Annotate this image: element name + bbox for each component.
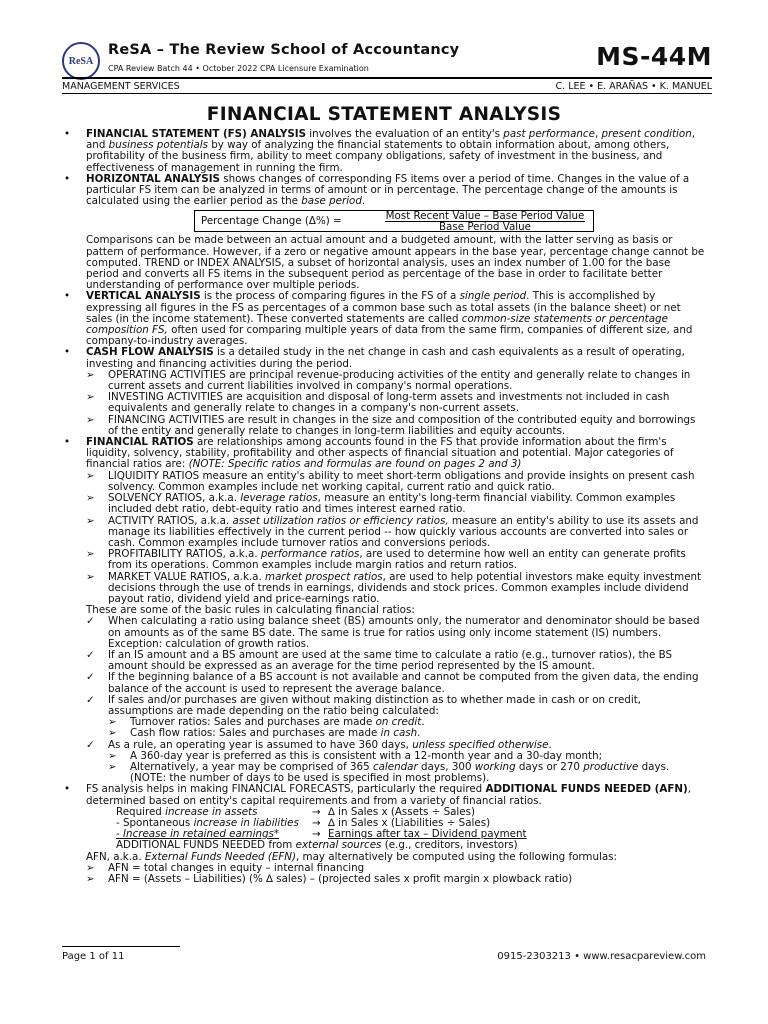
afn-row-assets-formula: ∆ in Sales x (Assets ÷ Sales) xyxy=(328,805,475,818)
financial-ratios-item: • FINANCIAL RATIOS are relationships among accounts found in the FS that provide information about the firm's liquidity, solvency, stability, profitability and other aspects of financial situation and potential. Major categories of financial ratios are: (NOTE: Specific ratios and formulas are found on pages 2 and 3) ➢ LIQUIDITY RATIOS measure an entity's ability to meet short-term obligations and provide insights on present cash solvency. Common examples include net working capital, current ratio and quick ratio. ➢ SOLVENCY RATIOS, a.k.a. leverage ratios, measure an entity's long-term financial viability. Common examples included debt ratio, debt-equity ratio and times interest earned ratio. ➢ ACTIVITY RATIOS, a.k.a. asset utilization ratios or efficiency ratios, measure an entity's ability to use its assets and manage its liabilities effectively in the current period -- how quickly various accounts are converted into sales or cash. Common examples include turnover ratios and conversions periods. ➢ PROFITABILITY RATIOS, a.k.a. performance ratios, are used to determine how well an entity can generate profits from its operations. Common examples include margin ratios and return ratios. ➢ MARKET VALUE RATIOS, a.k.a. market prospect ratios, are used to help potential investors make equity investment decisions through the use of trends in earnings, dividends and stock prices. Common examples include dividend payout ratio, dividend yield and price-earnings ratio. xyxy=(62,437,706,605)
afn-row-liabilities: - Spontaneous increase in liabilities xyxy=(116,816,299,829)
afn-formula-1: ➢ AFN = total changes in equity – internal financing xyxy=(86,861,365,874)
afn-formula-2: ➢ AFN = (Assets – Liabilities) (% ∆ sales) – (projected sales x profit margin x plowback ratio) xyxy=(86,873,573,885)
authors-label: C. LEE • E. ARAÑAS • K. MANUEL xyxy=(555,81,712,92)
cash-flow-analysis-item: • CASH FLOW ANALYSIS is a detailed study in the net change in cash and cash equivalents as a result of operating, investing and financing activities during the period. ➢ OPERATING ACTIVITIES are principal revenue-producing activities of the entity and generally relate to changes in current assets and current liabilities involved in company's normal operations. ➢ INVESTING ACTIVITIES are acquisition and disposal of long-term assets and investments not included in cash equivalents and generally relate to changes in a company's non-current assets. ➢ FINANCING ACTIVITIES are result in changes in the size and composition of the contributed equity and borrowings of the entity and generally relate to changes in long-term liabilities and equity accounts. xyxy=(62,347,706,437)
rule-1: ✓ When calculating a ratio using balance sheet (BS) amounts only, the numerator and denominator should be based on amounts as of the same BS date. The same is true for ratios using only income statement (IS) numbers. Exception: calculation of growth ratios. xyxy=(86,615,700,650)
afn-row-retained-formula: Earnings after tax – Dividend payment xyxy=(328,828,527,841)
horizontal-analysis-item: • HORIZONTAL ANALYSIS shows changes of corresponding FS items over a period of time. Changes in the value of a particular FS item can be analyzed in terms of amount or in percentage. The percentage change of the amounts is calculated using the earlier period as the base period. Percentage Change (Δ%) = Most Recent Value – Base Period Value Base Period Value Comparisons can be made between an actual amount and a budgeted amount, with the latter serving as basis or pattern of performance. However, if a zero or negative amount appears in the base year, percentage change cannot be computed. TREND or INDEX ANALYSIS, a subset of horizontal analysis, uses an index number of 1.00 for the base period and converts all FS items in the subsequent period as percentage of the base in order to facilitate better understanding of performance over multiple periods. xyxy=(64,172,705,292)
afn-row-assets: Required increase in assets xyxy=(116,805,258,818)
afn-computation xyxy=(62,807,706,841)
liquidity-ratios: ➢ LIQUIDITY RATIOS measure an entity's ability to meet short-term obligations and provide insights on present cash solvency. Common examples include net working capital, current ratio and quick ratio. xyxy=(86,469,695,493)
profitability-ratios: ➢ PROFITABILITY RATIOS, a.k.a. performance ratios, are used to determine how well an entity can generate profits from its operations. Common examples include margin ratios and return ratios. xyxy=(86,548,686,572)
afn-alternative: AFN, a.k.a. External Funds Needed (EFN), may alternatively be computed using the following formulas: xyxy=(86,850,617,863)
rule-4a: ➢ Turnover ratios: Sales and purchases are made on credit. xyxy=(108,716,425,729)
rules-intro: These are some of the basic rules in calculating financial ratios: xyxy=(86,604,415,617)
footer-divider xyxy=(62,946,180,947)
batch-info: CPA Review Batch 44 • October 2022 CPA Licensure Examination xyxy=(108,64,369,73)
fs-analysis-item: • FINANCIAL STATEMENT (FS) ANALYSIS involves the evaluation of an entity's past performance, present condition, and business potentials by way of analyzing the financial statements to obtain information about, among others, profitability of the business firm, ability to meet company obligations, safety of investment in the business, and effectiveness of management in running the firm. xyxy=(64,128,696,174)
market-value-ratios: ➢ MARKET VALUE RATIOS, a.k.a. market prospect ratios, are used to help potential investors make equity investment decisions through the use of trends in earnings, dividends and stock prices. Common examples include dividend payout ratio, dividend yield and price-earnings ratio. xyxy=(86,570,702,605)
investing-activities: ➢ INVESTING ACTIVITIES are acquisition and disposal of long-term assets and investments not included in cash equivalents and generally relate to changes in a company's non-current assets. xyxy=(86,391,670,415)
arrow-icon: → xyxy=(312,816,321,829)
subject-label: MANAGEMENT SERVICES xyxy=(62,81,180,92)
arrow-icon: → xyxy=(312,828,321,841)
solvency-ratios: ➢ SOLVENCY RATIOS, a.k.a. leverage ratios, measure an entity's long-term financial viability. Common examples included debt ratio, debt-equity ratio and times interest earned ratio. xyxy=(86,492,676,516)
page-number: Page 1 of 11 xyxy=(62,951,125,962)
header-divider xyxy=(62,77,712,79)
rule-4b: ➢ Cash flow ratios: Sales and purchases are made in cash. xyxy=(108,727,421,740)
school-name: ReSA – The Review School of Accountancy xyxy=(108,42,460,58)
activity-ratios: ➢ ACTIVITY RATIOS, a.k.a. asset utilization ratios or efficiency ratios, measure an entity's ability to use its assets and manage its liabilities effectively in the current period -- how quickly various accounts are converted into sales or cash. Common examples include turnover ratios and conversions periods. xyxy=(86,514,699,549)
vertical-analysis-item: • VERTICAL ANALYSIS is the process of comparing figures in the FS of a single period. This is accomplished by expressing all figures in the FS as percentages of a common base such as total assets (in the balance sheet) or net sales (in the income statement). These converted statements are called common-size statements or percentage composition FS, often used for comparing multiple years of data from the same firm, companies of different size, and company-to-industry averages. xyxy=(64,290,693,348)
horizontal-analysis-note: Comparisons can be made between an actual amount and a budgeted amount, with the latter serving as basis or pattern of performance. However, if a zero or negative amount appears in the base year, percentage change cannot be computed. TREND or INDEX ANALYSIS, a subset of horizontal analysis, uses an index number of 1.00 for the base period and converts all FS items in the subsequent period as percentage of the base in order to facilitate better understanding of performance over multiple periods. xyxy=(86,234,705,292)
financing-activities: ➢ FINANCING ACTIVITIES are result in changes in the size and composition of the contributed equity and borrowings of the entity and generally relate to changes in long-term liabilities and equity accounts. xyxy=(86,413,696,437)
subheader-divider xyxy=(62,93,712,94)
afn-total: ADDITIONAL FUNDS NEEDED from external sources (e.g., creditors, investors) xyxy=(116,839,518,852)
afn-row-liabilities-formula: ∆ in Sales x (Liabilities ÷ Sales) xyxy=(328,816,491,829)
arrow-icon: → xyxy=(312,805,321,818)
rule-5a: ➢ A 360-day year is preferred as this is consistent with a 12-month year and a 30-day month; xyxy=(108,749,603,762)
document-code: MS-44M xyxy=(596,42,712,71)
rule-5: ✓ As a rule, an operating year is assumed to have 360 days, unless specified otherwise. ➢ A 360-day year is preferred as this is consistent with a 12-month year and a 30-day month; ➢ Alternatively, a year may be comprised of 365 calendar days, 300 working days or 270 productive days. (NOTE: the number of days to be used is specified in most problems). xyxy=(86,740,706,785)
resa-logo-icon: ReSA xyxy=(62,42,100,80)
rule-2: ✓ If an IS amount and a BS amount are used at the same time to calculate a ratio (e.g., turnover ratios), the BS amount should be expressed as an average for the time period represented by the IS amount. xyxy=(86,648,673,673)
afn-item: • FS analysis helps in making FINANCIAL FORECASTS, particularly the required ADDITIONAL FUNDS NEEDED (AFN), determined based on entity's capital requirements and from a variety of financial ratios. xyxy=(64,783,691,807)
percentage-change-formula: Percentage Change (Δ%) = Most Recent Value – Base Period Value Base Period Value xyxy=(194,210,594,232)
operating-activities: ➢ OPERATING ACTIVITIES are principal revenue-producing activities of the entity and generally relate to changes in current assets and current liabilities involved in company's normal operations. xyxy=(86,368,691,393)
contact-info: 0915-2303213 • www.resacpareview.com xyxy=(497,951,706,962)
rule-3: ✓ If the beginning balance of a BS account is not available and cannot be computed from the given data, the ending balance of the account is used to represent the average balance. xyxy=(86,671,699,695)
afn-row-retained: - Increase in retained earnings* xyxy=(116,828,280,841)
document-body xyxy=(62,129,706,885)
page-title: FINANCIAL STATEMENT ANALYSIS xyxy=(206,104,562,125)
rule-5b: ➢ Alternatively, a year may be comprised of 365 calendar days, 300 working days or 270 productive days. (NOTE: the number of days to be used is specified in most problems). xyxy=(108,760,670,785)
rule-4: ✓ If sales and/or purchases are given without making distinction as to whether made in cash or on credit, assumptions are made depending on the ratio being calculated: ➢ Turnover ratios: Sales and purchases are made on credit. ➢ Cash flow ratios: Sales and purchases are made in cash. xyxy=(86,695,706,740)
